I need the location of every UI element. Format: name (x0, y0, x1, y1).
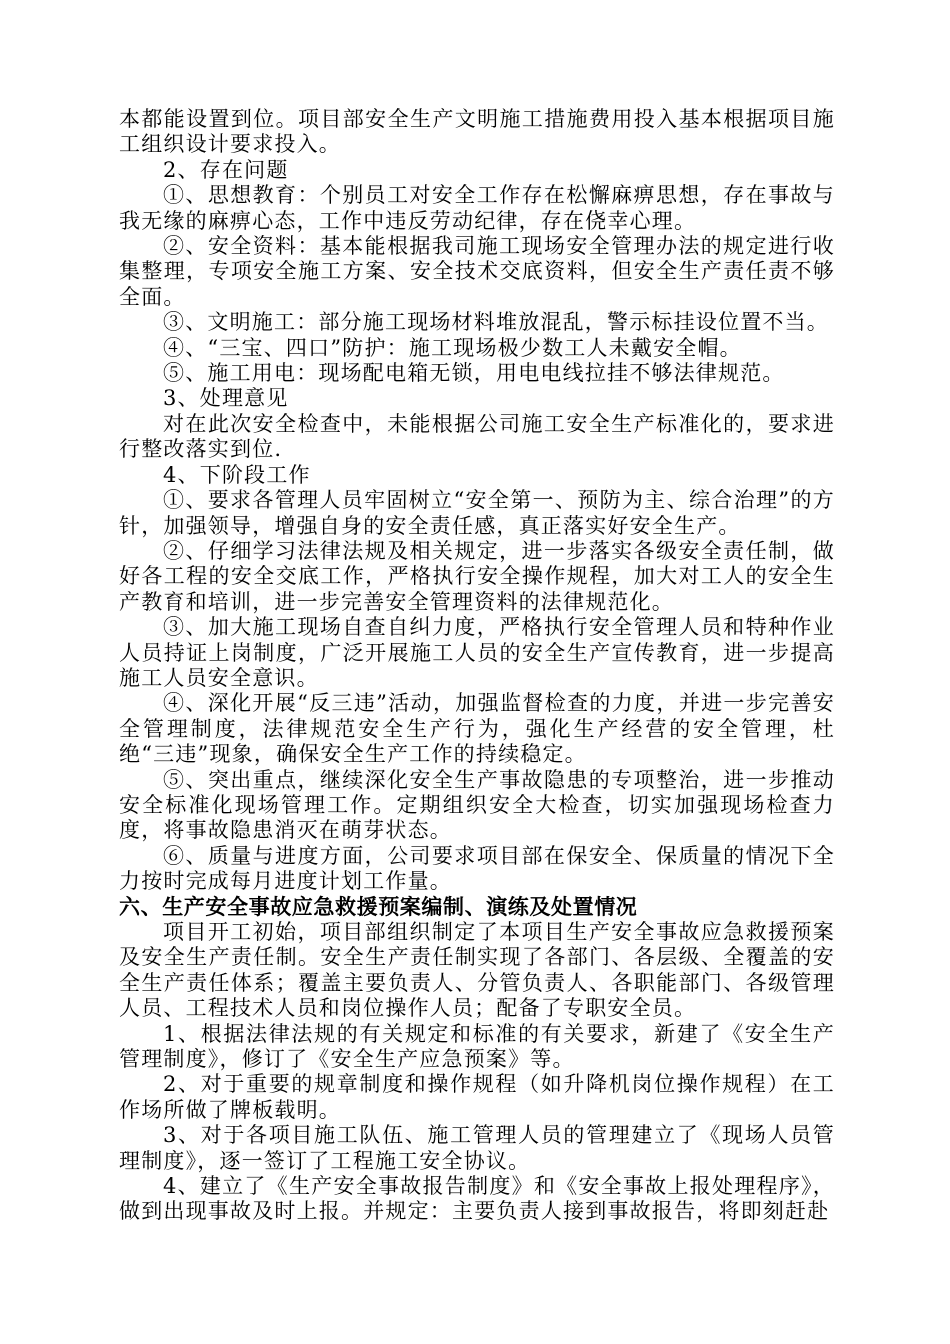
next-phase-item: ②、仔细学习法律法规及相关规定，进一步落实各级安全责任制，做好各工程的安全交底工作，严格执行安全操作规程，加大对工人的安全生产教育和培训，进一步完善安全管理资料的法律规范化。 (119, 538, 835, 614)
paragraph-intro: 本都能设置到位。项目部安全生产文明施工措施费用投入基本根据项目施工组织设计要求投入。 (119, 107, 835, 157)
handling-paragraph: 对在此次安全检查中，未能根据公司施工安全生产标准化的，要求进行整改落实到位. (119, 411, 835, 462)
section-heading-next-phase: 4、下阶段工作 (163, 462, 311, 487)
emergency-item: 4、建立了《生产安全事故报告制度》和《安全事故上报处理程序》，做到出现事故及时上报。并规定：主要负责人接到事故报告，将即刻赶赴 (119, 1174, 835, 1224)
problem-item: ②、安全资料：基本能根据我司施工现场安全管理办法的规定进行收集整理，专项安全施工方案、安全技术交底资料，但安全生产责任责不够全面。 (119, 234, 835, 309)
emergency-item: 3、对于各项目施工队伍、施工管理人员的管理建立了《现场人员管理制度》，逐一签订了工程施工安全协议。 (119, 1123, 835, 1173)
next-phase-item: ⑥、质量与进度方面，公司要求项目部在保安全、保质量的情况下全力按时完成每月进度计划工作量。 (119, 843, 835, 894)
next-phase-item: ③、加大施工现场自查自纠力度，严格执行安全管理人员和特种作业人员持证上岗制度，广泛开展施工人员的安全生产宣传教育，进一步提高施工人员安全意识。 (119, 615, 835, 690)
emergency-paragraph: 项目开工初始，项目部组织制定了本项目生产安全事故应急救援预案及安全生产责任制。安全生产责任制实现了各部门、各层级、全覆盖的安全生产责任体系；覆盖主要负责人、分管负责人、各职能部门、各级管理人员、工程技术人员和岗位操作人员；配备了专职安全员。 (119, 920, 835, 1021)
chapter-heading-emergency: 六、生产安全事故应急救援预案编制、演练及处置情况 (119, 894, 638, 919)
problem-item: ③、文明施工：部分施工现场材料堆放混乱，警示标挂设位置不当。 (163, 310, 829, 335)
document-body (119, 107, 835, 1225)
section-heading-problems: 2、存在问题 (163, 157, 289, 182)
emergency-item: 2、对于重要的规章制度和操作规程（如升降机岗位操作规程）在工作场所做了牌板载明。 (119, 1072, 835, 1122)
section-heading-handling: 3、处理意见 (163, 386, 289, 411)
problem-item: ⑤、施工用电：现场配电箱无锁，用电电线拉挂不够法律规范。 (163, 361, 785, 386)
next-phase-item: ⑤、突出重点，继续深化安全生产事故隐患的专项整治，进一步推动安全标准化现场管理工作。定期组织安全大检查，切实加强现场检查力度，将事故隐患消灭在萌芽状态。 (119, 767, 835, 843)
problem-item: ①、思想教育：个别员工对安全工作存在松懈麻痹思想，存在事故与我无缘的麻痹心态，工作中违反劳动纪律，存在侥幸心理。 (119, 183, 835, 233)
emergency-item: 1、根据法律法规的有关规定和标准的有关要求，新建了《安全生产管理制度》，修订了《安全生产应急预案》等。 (119, 1021, 835, 1072)
next-phase-item: ④、深化开展“反三违”活动，加强监督检查的力度，并进一步完善安全管理制度，法律规范安全生产行为，强化生产经营的安全管理，杜绝“三违”现象，确保安全生产工作的持续稳定。 (119, 691, 835, 767)
problem-item: ④、“三宝、四口”防护：施工现场极少数工人未戴安全帽。 (163, 335, 742, 360)
next-phase-item: ①、要求各管理人员牢固树立“安全第一、预防为主、综合治理”的方针，加强领导，增强自身的安全责任感，真正落实好安全生产。 (119, 488, 835, 538)
